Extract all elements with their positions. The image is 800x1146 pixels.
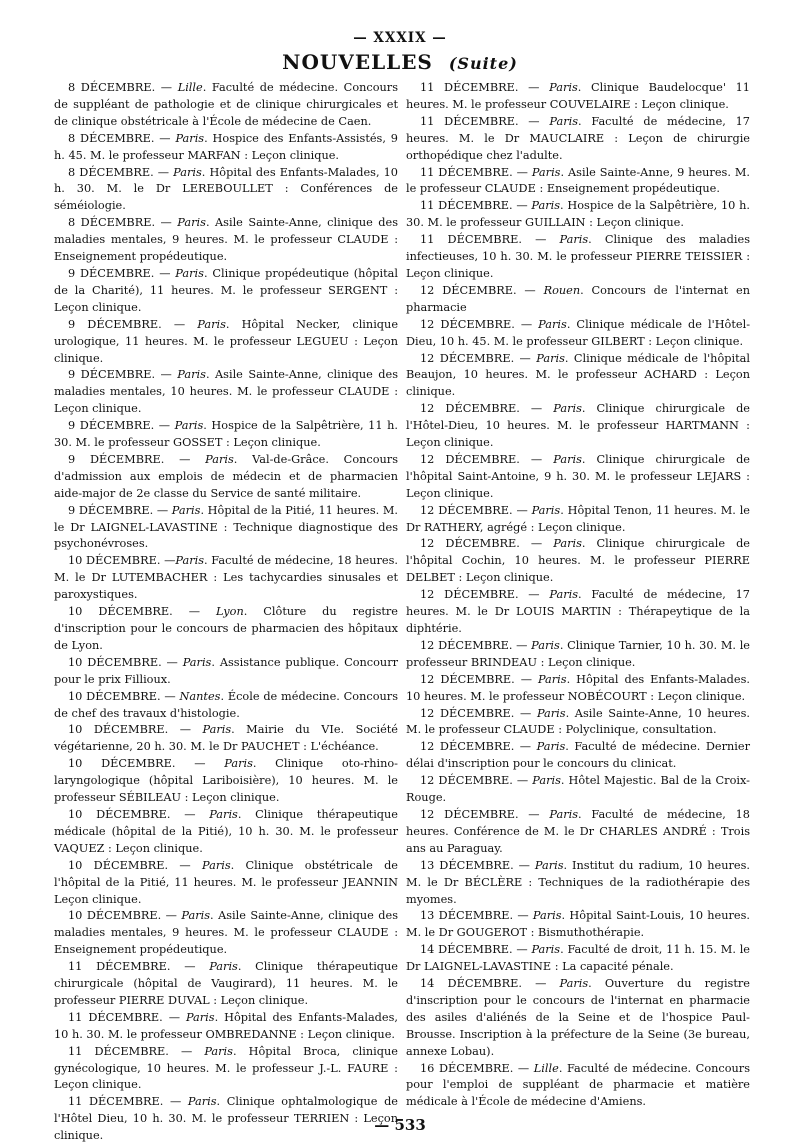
news-entry (406, 858, 750, 909)
entry-date: 13 DÉCEMBRE. — (420, 858, 535, 872)
entry-date: 10 DÉCEMBRE. — (68, 655, 183, 669)
right-column (406, 80, 750, 1111)
entry-text: . Faculté de médecine. Dernier délai d'inscription pour le concours du clinicat. (406, 740, 750, 771)
entry-date: 8 DÉCEMBRE. — (68, 216, 178, 230)
news-entry (54, 959, 398, 1010)
entry-city: Nantes (179, 689, 221, 703)
entry-text: . Faculté de médecine, 18 heures. M. le Dr LUTEMBACHER : Les tachycardies sinusales et paroxystiques. (54, 554, 398, 602)
entry-text: . Hospice de la Salpêtrière, 11 h. 30. M. le professeur GOSSET : Leçon clinique. (54, 419, 398, 450)
entry-city: Paris (534, 858, 564, 872)
entry-date: 12 DÉCEMBRE. — (420, 588, 550, 602)
entry-date: 12 DÉCEMBRE. — (420, 317, 539, 331)
news-entry (406, 976, 750, 1061)
entry-city: Paris (532, 909, 562, 923)
entry-date: 12 DÉCEMBRE. — (420, 774, 533, 788)
entry-city: Paris (187, 1095, 217, 1109)
entry-text: . Clinique chirurgicale de l'hôpital Cochin, 10 heures. M. le professeur PIERRE DELBET : Leçon clinique. (406, 537, 750, 585)
news-entry (406, 706, 750, 740)
news-entry (54, 215, 398, 266)
entry-text: . Clinique ophtalmologique de l'Hôtel Dieu, 10 h. 30. M. le professeur TERRIEN : Leçon clinique. (54, 1095, 398, 1143)
entry-city: Paris (177, 216, 206, 230)
entry-date: 16 DÉCEMBRE. — (420, 1061, 534, 1075)
news-entry (406, 587, 750, 638)
entry-text: . Clinique Tarnier, 10 h. 30. M. le professeur BRINDEAU : Leçon clinique. (406, 638, 750, 669)
entry-date: 9 DÉCEMBRE. — (68, 266, 176, 280)
entry-text: . Institut du radium, 10 heures. M. le Dr BÉCLÈRE : Techniques de la radiothérapie des myomes. (406, 858, 750, 906)
entry-city: Lille (177, 81, 203, 94)
entry-date: 11 DÉCEMBRE. — (420, 199, 532, 213)
news-entry (54, 722, 398, 756)
entry-text: . Clinique chirurgicale de l'hôpital Saint-Antoine, 9 h. 30. M. le professeur LEJARS : Leçon clinique. (406, 452, 750, 500)
news-entry (406, 317, 750, 351)
entry-text: . Faculté de droit, 11 h. 15. M. le Dr LAIGNEL-LAVASTINE : La capacité pénale. (406, 943, 750, 974)
news-entry (406, 80, 750, 114)
entry-date: 11 DÉCEMBRE. — (68, 1095, 188, 1109)
news-entry (54, 858, 398, 909)
news-entry (406, 672, 750, 706)
entry-city: Paris (202, 858, 231, 872)
left-column (54, 80, 398, 1145)
entry-date: 12 DÉCEMBRE. — (420, 706, 537, 720)
entry-text: . Hôpital Tenon, 11 heures. M. le Dr RATHERY, agrégé : Leçon clinique. (406, 503, 750, 534)
news-entry (54, 1010, 398, 1044)
entry-text: . Hôpital Broca, clinique gynécologique, 10 heures. M. le professeur J.-L. FAURE : Leçon clinique. (54, 1044, 398, 1092)
news-entry (54, 317, 398, 368)
news-entry (406, 908, 750, 942)
entry-date: 10 DÉCEMBRE. — (68, 807, 210, 821)
news-entry (54, 503, 398, 554)
entry-text: . Hospice des Enfants-Assistés, 9 h. 45. M. le professeur MARFAN : Leçon clinique. (54, 131, 398, 162)
entry-text: . Asile Sainte-Anne, clinique des maladies mentales, 9 heures. M. le professeur CLAUDE : Enseignement propédeutique. (54, 909, 399, 957)
entry-date: 12 DÉCEMBRE. — (420, 740, 537, 754)
entry-city: Paris (553, 402, 582, 416)
entry-date: 11 DÉCEMBRE. — (420, 165, 532, 179)
entry-text: . Clinique oto-rhino-laryngologique (hôpital Lariboisière), 10 heures. M. le professeur SÉBILEAU : Leçon clinique. (54, 757, 398, 805)
entry-city: Lille (533, 1061, 559, 1075)
entry-date: 12 DÉCEMBRE. — (420, 452, 554, 466)
entry-city: Paris (531, 503, 561, 517)
entry-date: 12 DÉCEMBRE. — (420, 672, 538, 686)
entry-city: Paris (531, 638, 560, 652)
entry-text: . Ouverture du registre d'inscription pour le concours de l'internat en pharmacie des asiles d'aliénés de la Seine et de l'hospice Paul-Brousse. Inscription à la préfecture de la Seine (3e bureau, annexe Lobau). (406, 977, 750, 1058)
entry-text: . Hôpital Necker, clinique urologique, 11 heures. M. le professeur LEGUEU : Leçon clinique. (54, 317, 398, 365)
news-entry (406, 198, 750, 232)
news-entry (54, 266, 398, 317)
entry-date: 9 DÉCEMBRE. — (68, 317, 198, 331)
entry-city: Paris (549, 114, 579, 128)
entry-city: Paris (205, 452, 234, 466)
entry-text: . Clinique obstétricale de l'hôpital de la Pitié, 11 heures. M. le professeur JEANNIN Leçon clinique. (54, 858, 398, 906)
entry-city: Paris (209, 807, 238, 821)
news-entry (54, 165, 398, 216)
entry-text: . Clinique médicale de l'Hôtel-Dieu, 10 h. 45. M. le professeur GILBERT : Leçon clinique. (406, 317, 751, 348)
entry-city: Paris (553, 537, 582, 551)
entry-city: Paris (531, 943, 561, 957)
entry-city: Paris (536, 706, 566, 720)
entry-date: 14 DÉCEMBRE. — (420, 977, 560, 991)
title-suffix: (Suite) (448, 54, 518, 73)
news-entry (406, 739, 750, 773)
entry-date: 11 DÉCEMBRE. — (420, 114, 550, 128)
entry-city: Paris (559, 233, 589, 247)
entry-date: 13 DÉCEMBRE. — (420, 909, 533, 923)
entry-date: 10 DÉCEMBRE. — (68, 689, 180, 703)
entry-text: . Faculté de médecine. Concours pour l'emploi de suppléant de pharmacie et matière médicale à l'École de médecine d'Amiens. (406, 1061, 750, 1109)
entry-city: Paris (181, 909, 211, 923)
entry-text: . Faculté de médecine, 17 heures. M. le Dr MAUCLAIRE : Leçon de chirurgie orthopédique chez l'adulte. (406, 114, 750, 162)
entry-date: 10 DÉCEMBRE. — (68, 723, 203, 737)
entry-city: Paris (538, 317, 567, 331)
entry-text: . Hôpital de la Pitié, 11 heures. M. le Dr LAIGNEL-LAVASTINE : Technique diagnostique des psychonévroses. (54, 503, 398, 551)
news-entry (406, 165, 750, 199)
entry-city: Paris (553, 452, 582, 466)
entry-city: Paris (209, 960, 238, 974)
news-entry (54, 1044, 398, 1095)
entry-city: Paris (182, 655, 212, 669)
news-entry (406, 283, 750, 317)
news-entry (54, 689, 398, 723)
news-entry (54, 908, 398, 959)
entry-date: 8 DÉCEMBRE. — (68, 131, 176, 145)
entry-city: Paris (175, 131, 205, 145)
entry-city: Paris (204, 1044, 233, 1058)
news-entry (406, 452, 750, 503)
entry-text: . Clinique chirurgicale de l'Hôtel-Dieu, 10 heures. M. le professeur HARTMANN : Leçon clinique. (406, 402, 750, 450)
entry-text: . Clinique médicale de l'hôpital Beaujon, 10 heures. M. le professeur ACHARD : Leçon clinique. (406, 351, 750, 399)
entry-date: 11 DÉCEMBRE. — (420, 233, 560, 247)
entry-date: 9 DÉCEMBRE. — (68, 368, 178, 382)
entry-text: . Hôpital des Enfants-Malades. 10 heures. M. le professeur NOBÉCOURT : Leçon clinique. (406, 672, 750, 703)
entry-city: Paris (549, 807, 579, 821)
entry-city: Paris (532, 774, 561, 788)
news-entry (406, 638, 750, 672)
news-entry (406, 1061, 750, 1112)
news-entry (406, 536, 750, 587)
entry-city: Paris (171, 503, 201, 517)
entry-city: Lyon (215, 605, 244, 619)
entry-date: 10 DÉCEMBRE. — (68, 554, 176, 568)
entry-city: Paris (185, 1010, 215, 1024)
entry-date: 12 DÉCEMBRE. — (420, 351, 537, 365)
entry-text: . Concours de l'internat en pharmacie (406, 283, 750, 314)
entry-text: . Clinique Baudelocque' 11 heures. M. le professeur COUVELAIRE : Leçon clinique. (406, 81, 750, 111)
entry-city: Paris (197, 317, 226, 331)
entry-date: 10 DÉCEMBRE. — (68, 909, 182, 923)
entry-date: 11 DÉCEMBRE. — (68, 1044, 205, 1058)
news-entry (406, 401, 750, 452)
entry-date: 9 DÉCEMBRE. — (68, 419, 175, 433)
entry-date: 10 DÉCEMBRE. — (68, 757, 225, 771)
entry-date: 11 DÉCEMBRE. — (68, 960, 210, 974)
entry-city: Paris (559, 977, 589, 991)
entry-date: 12 DÉCEMBRE. — (420, 537, 554, 551)
news-entry (54, 80, 398, 131)
entry-date: 12 DÉCEMBRE. — (420, 638, 532, 652)
entry-city: Rouen (543, 283, 581, 297)
page-roman-numeral: — XXXIX — (353, 30, 447, 46)
entry-text: . Asile Sainte-Anne, 9 heures. M. le professeur CLAUDE : Enseignement propédeutique. (406, 165, 750, 196)
entry-date: 10 DÉCEMBRE. — (68, 605, 216, 619)
entry-text: . Clôture du registre d'inscription pour le concours de pharmacien des hôpitaux de Lyon. (54, 605, 398, 652)
entry-city: Paris (537, 672, 567, 686)
entry-text: . Asile Sainte-Anne, clinique des maladies mentales, 10 heures. M. le professeur CLAUDE : Leçon clinique. (54, 368, 398, 416)
entry-text: . Asile Sainte-Anne, 10 heures. M. le professeur CLAUDE : Polyclinique, consultation. (406, 706, 750, 737)
news-entry (54, 655, 398, 689)
news-entry (54, 756, 398, 807)
section-title (0, 50, 800, 74)
news-entry (54, 418, 398, 452)
entry-text: . Hôtel Majestic. Bal de la Croix-Rouge. (406, 774, 750, 805)
entry-date: 12 DÉCEMBRE. — (420, 807, 550, 821)
entry-text: . Hôpital des Enfants-Malades, 10 h. 30. M. le professeur OMBREDANNE : Leçon clinique. (54, 1010, 398, 1041)
entry-text: . Faculté de médecine, 17 heures. M. le Dr LOUIS MARTIN : Thérapeytique de la diphtérie. (406, 588, 750, 635)
news-entry (406, 807, 750, 858)
title-text: NOUVELLES (282, 50, 433, 74)
entry-city: Paris (549, 81, 578, 94)
news-entry (54, 367, 398, 418)
entry-city: Paris (536, 740, 566, 754)
entry-city: Paris (202, 723, 232, 737)
entry-text: . Hôpital Saint-Louis, 10 heures. M. le Dr GOUGEROT : Bismuthothérapie. (406, 909, 750, 940)
entry-text: . Faculté de médecine. Concours de suppléant de pathologie et de clinique chirurgicales et de clinique obstétricale à l'École de médecine de Caen. (54, 81, 398, 128)
news-entry (54, 553, 398, 604)
news-entry (406, 114, 750, 165)
entry-date: 11 DÉCEMBRE. — (420, 81, 550, 94)
entry-text: . Clinique propédeutique (hôpital de la Charité), 11 heures. M. le professeur SERGENT : Leçon clinique. (54, 266, 398, 314)
entry-date: 11 DÉCEMBRE. — (68, 1010, 186, 1024)
news-entry (54, 604, 398, 655)
news-entry (54, 807, 398, 858)
entry-text: . Clinique thérapeutique chirurgicale (hôpital de Vaugirard), 11 heures. M. le professeur PIERRE DUVAL : Leçon clinique. (54, 960, 398, 1007)
entry-text: . Hôpital des Enfants-Malades, 10 h. 30. M. le Dr LEREBOULLET : Conférences de séméiologie. (54, 165, 398, 213)
news-entry (406, 503, 750, 537)
entry-text: . Faculté de médecine, 18 heures. Conférence de M. le Dr CHARLES ANDRÉ : Trois ans au Paraguay. (406, 807, 750, 855)
entry-city: Paris (175, 266, 204, 280)
news-entry (54, 452, 398, 503)
entry-date: 10 DÉCEMBRE. — (68, 858, 202, 872)
entry-city: Paris (177, 368, 206, 382)
news-entry (406, 773, 750, 807)
entry-city: Paris (549, 588, 579, 602)
entry-text: . École de médecine. Concours de chef des travaux d'histologie. (54, 689, 398, 720)
entry-city: Paris (536, 351, 565, 365)
entry-text: . Clinique thérapeutique médicale (hôpital de la Pitié), 10 h. 30. M. le professeur VAQUEZ : Leçon clinique. (54, 807, 398, 855)
news-entry (406, 232, 750, 283)
entry-date: 12 DÉCEMBRE. — (420, 402, 554, 416)
entry-date: 8 DÉCEMBRE. — (68, 165, 174, 179)
entry-text: . Clinique des maladies infectieuses, 10 h. 30. M. le professeur PIERRE TEISSIER : Leçon clinique. (406, 233, 750, 280)
entry-text: . Asile Sainte-Anne, clinique des maladies mentales, 9 heures. M. le professeur CLAUDE : Enseignement propédeutique. (54, 216, 398, 264)
entry-city: Paris (531, 165, 561, 179)
news-entry (54, 131, 398, 165)
entry-date: 12 DÉCEMBRE. — (420, 503, 532, 517)
entry-date: 9 DÉCEMBRE. — (68, 452, 206, 466)
news-entry (406, 942, 750, 976)
entry-city: Paris (224, 757, 253, 771)
entry-text: . Assistance publique. Concourr pour le prix Fillioux. (54, 655, 398, 686)
entry-city: Paris (174, 419, 204, 433)
entry-city: Paris (175, 554, 205, 568)
entry-text: . Hospice de la Salpêtrière, 10 h. 30. M. le professeur GUILLAIN : Leçon clinique. (406, 199, 751, 230)
entry-date: 12 DÉCEMBRE. — (420, 283, 544, 297)
entry-date: 9 DÉCEMBRE. — (68, 503, 172, 517)
entry-date: 8 DÉCEMBRE. — (68, 81, 178, 94)
entry-text: . Val-de-Grâce. Concours d'admission aux emplois de médecin et de pharmacien aide-major de 2e classe du Service de santé militaire. (54, 452, 398, 500)
entry-date: 14 DÉCEMBRE. — (420, 943, 532, 957)
news-entry (406, 351, 750, 402)
page-number: — 533 (374, 1116, 426, 1134)
entry-city: Paris (173, 165, 202, 179)
entry-city: Paris (531, 199, 561, 213)
entry-text: . Mairie du VIe. Société végétarienne, 20 h. 30. M. le Dr PAUCHET : L'échéance. (54, 723, 398, 754)
